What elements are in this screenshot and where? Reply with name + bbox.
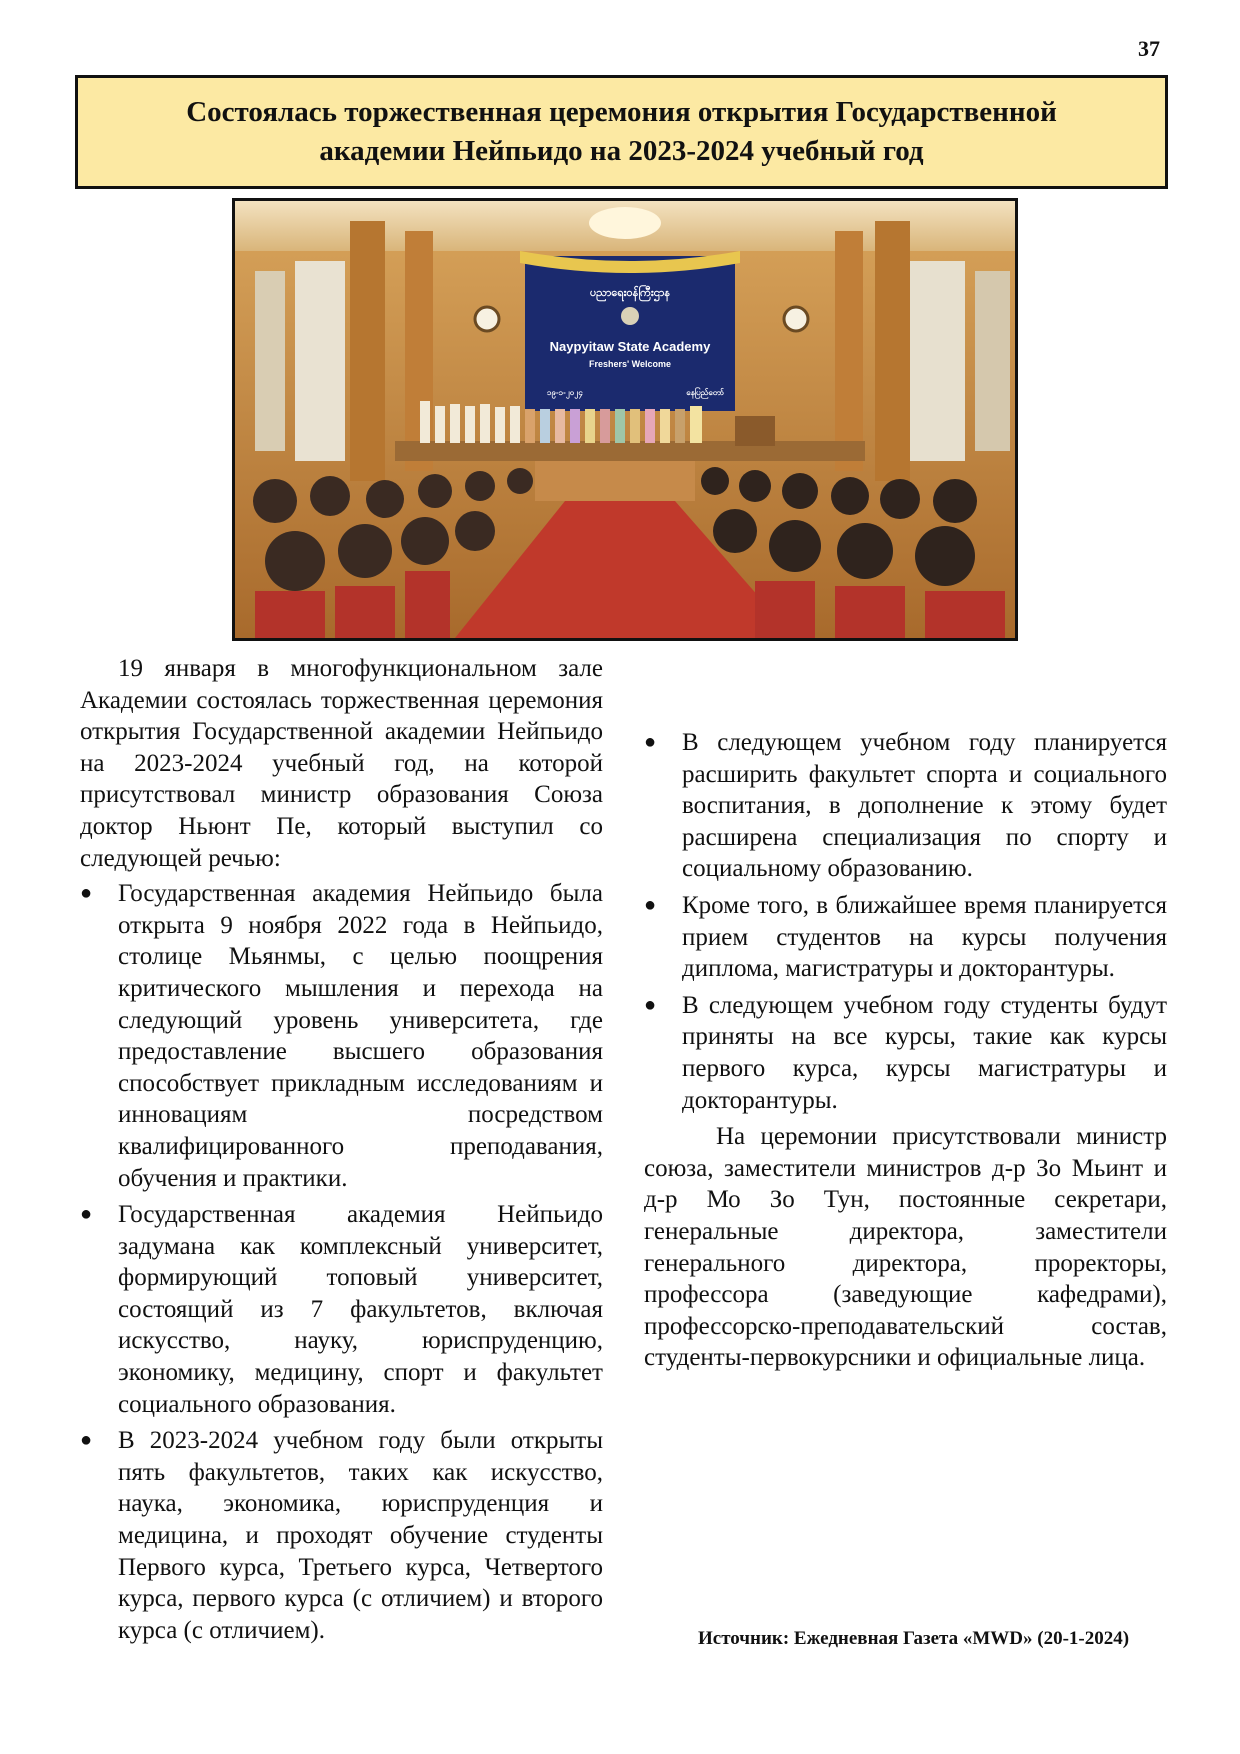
list-item: [644, 990, 1167, 1116]
article-title-line1: Состоялась торжественная церемония открытия Государственной: [186, 96, 1057, 128]
list-item-text: Кроме того, в ближайшее время планируется прием студентов на курсы получения диплома, магистратуры и докторантуры.: [682, 891, 1167, 983]
bullet-list-left: [80, 878, 603, 1646]
list-item: [80, 1425, 603, 1646]
article-title: [75, 75, 1168, 189]
banner-place-text: နေပြည်တော်: [686, 388, 724, 397]
bullet-icon: ●: [80, 882, 93, 905]
article-column-left: [80, 653, 603, 1651]
banner-main-text: Naypyitaw State Academy: [549, 339, 711, 354]
banner-top-text: ပညာရေးဝန်ကြီးဌာန: [589, 287, 671, 299]
ceremony-photo: [232, 198, 1018, 641]
ceremony-photo-illustration: [235, 201, 1015, 638]
bullet-icon: ●: [644, 993, 657, 1016]
list-item-text: Государственная академия Нейпьидо была открыта 9 ноября 2022 года в Нейпьидо, столице Мьянмы, с целью поощрения критического мышления и перехода на следующий уровень университета, где предоставление высшего образования способствует прикладным исследованиям и инновациям посредством квалифицированного преподавания, обучения и практики.: [118, 880, 603, 1192]
list-item-text: Государственная академия Нейпьидо задумана как комплексный университет, формирующий топовый университет, состоящий из 7 факультетов, включая искусство, науку, юриспруденцию, экономику, медицину, спорт и факультет социального образования.: [118, 1201, 603, 1418]
article-closing: На церемонии присутствовали министр союза, заместители министров д-р Зо Мьинт и д-р Мо Зо Тун, постоянные секретари, генеральные директора, заместители генерального директора, проректоры, профессора (заведующие кафедрами), профессорско-преподавательский состав, студенты-первокурсники и официальные лица.: [644, 1123, 1167, 1372]
list-item: [80, 1199, 603, 1420]
list-item-text: В следующем учебном году студенты будут приняты на все курсы, такие как курсы первого курса, курсы магистратуры и докторантуры.: [682, 991, 1167, 1114]
list-item-text: В 2023-2024 учебном году были открыты пять факультетов, таких как искусство, наука, экономика, юриспруденция и медицина, и проходят обучение студенты Первого курса, Третьего курса, Четвертого курса, первого курса (с отличием) и второго курса (с отличием).: [118, 1427, 603, 1644]
banner-sub-text: Freshers' Welcome: [588, 359, 672, 369]
bullet-icon: ●: [80, 1203, 93, 1226]
bullet-icon: ●: [644, 731, 657, 753]
list-item: [644, 727, 1167, 885]
continued-text-spacer: [644, 653, 1167, 723]
page-number: 37: [1138, 36, 1160, 61]
list-item: [80, 878, 603, 1194]
list-item: [644, 890, 1167, 985]
article-intro: 19 января в многофункциональном зале Академии состоялась торжественная церемония открытия Государственной академии Нейпьидо на 2023-2024 учебный год, на которой присутствовал министр образования Союза доктор Ньюнт Пе, который выступил со следующей речью:: [80, 655, 603, 872]
article-title-line2: академии Нейпьидо на 2023-2024 учебный год: [319, 135, 924, 167]
banner-date-text: ၁၉-၁-၂၀၂၄: [547, 388, 583, 397]
bullet-list-right: [644, 727, 1167, 1116]
list-item-text: В следующем учебном году планируется расширить факультет спорта и социального воспитания, в дополнение к этому будет расширена специализация по спорту и социальному образованию.: [682, 729, 1167, 883]
source-credit: Источник: Ежедневная Газета «MWD» (20-1-2024): [698, 1628, 1130, 1649]
article-column-right: [644, 653, 1167, 1374]
bullet-icon: ●: [644, 893, 657, 916]
bullet-icon: ●: [80, 1429, 93, 1452]
